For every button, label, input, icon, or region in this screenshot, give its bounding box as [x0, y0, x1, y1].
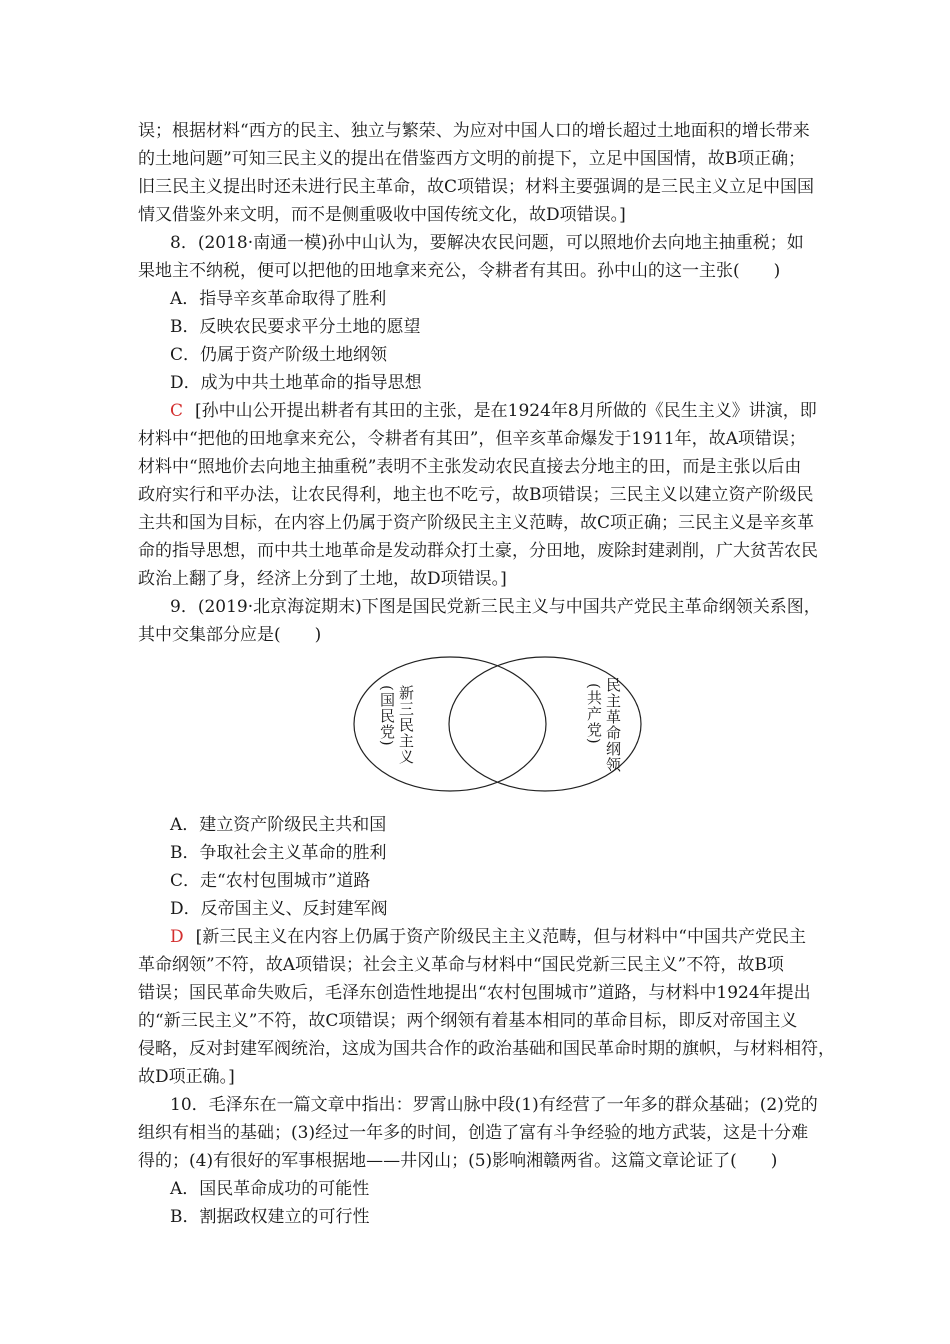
question-10	[138, 1091, 818, 1231]
answer-line: 政治上翻了身，经济上分到了土地，故D项错误。]	[138, 569, 507, 589]
option-d: D．反帝国主义、反封建军阀	[170, 899, 388, 919]
option-b: B．割据政权建立的可行性	[170, 1207, 370, 1227]
right-label-sub: (共产党)	[585, 683, 603, 745]
question-stem-line: 组织有相当的基础；(3)经过一年多的时间，创造了富有斗争经验的地方武装，这是十分难	[138, 1123, 809, 1143]
question-9	[138, 593, 835, 1091]
answer-line: 政府实行和平办法，让农民得利，地主也不吃亏，故B项错误；三民主义以建立资产阶级民	[138, 485, 814, 505]
right-label-main: 民主革命纲领	[604, 677, 622, 773]
text-line: 误；根据材料“西方的民主、独立与繁荣、为应对中国人口的增长超过土地面积的增长带来	[138, 121, 810, 141]
option-a: A．国民革命成功的可能性	[170, 1179, 370, 1199]
text-line: 情又借鉴外来文明，而不是侧重吸收中国传统文化，故D项错误。]	[138, 205, 626, 225]
document-page	[138, 117, 835, 1231]
answer-line: 的“新三民主义”不符，故C项错误；两个纲领有着基本相同的革命目标，即反对帝国主义	[138, 1011, 798, 1031]
question-stem-line: 8．(2018·南通一模)孙中山认为，要解决农民问题，可以照地价去向地主抽重税；如	[170, 233, 804, 253]
answer-line: 命的指导思想，而中共土地革命是发动群众打土豪，分田地，废除封建剥削，广大贫苦农民	[138, 541, 818, 561]
option-a: A．建立资产阶级民主共和国	[170, 815, 387, 835]
question-stem-line: 9．(2019·北京海淀期末)下图是国民党新三民主义与中国共产党民主革命纲领关系图，	[170, 597, 821, 617]
option-b: B．反映农民要求平分土地的愿望	[170, 317, 421, 337]
venn-diagram	[138, 655, 818, 805]
question-stem-line: 果地主不纳税，便可以把他的田地拿来充公，令耕者有其田。孙中山的这一主张( )	[138, 261, 781, 281]
text-line: 旧三民主义提出时还未进行民主革命，故C项错误；材料主要强调的是三民主义立足中国国	[138, 177, 815, 197]
option-b: B．争取社会主义革命的胜利	[170, 843, 387, 863]
answer-letter: C	[170, 401, 184, 421]
option-a: A．指导辛亥革命取得了胜利	[170, 289, 387, 309]
answer-line: 主共和国为目标，在内容上仍属于资产阶级民主主义范畴，故C项正确；三民主义是辛亥革	[138, 513, 815, 533]
answer-line: 错误；国民革命失败后，毛泽东创造性地提出“农村包围城市”道路，与材料中1924年提出	[138, 983, 811, 1003]
question-8	[138, 229, 818, 593]
left-label-main: 新三民主义	[397, 685, 415, 765]
answer-first-line	[138, 923, 818, 951]
option-c: C．走“农村包围城市”道路	[170, 871, 371, 891]
answer-line: 材料中“照地价去向地主抽重税”表明不主张发动农民直接去分地主的田，而是主张以后由	[138, 457, 802, 477]
question-stem-line: 10．毛泽东在一篇文章中指出：罗霄山脉中段(1)有经营了一年多的群众基础；(2)党的	[170, 1095, 818, 1115]
option-d: D．成为中共土地革命的指导思想	[170, 373, 422, 393]
question-stem-line: 其中交集部分应是( )	[138, 625, 322, 645]
answer-letter: D	[170, 927, 184, 947]
question-stem-line: 得的；(4)有很好的军事根据地——井冈山；(5)影响湘赣两省。这篇文章论证了( )	[138, 1151, 778, 1171]
left-label-sub: (国民党)	[378, 685, 396, 747]
answer-line: 革命纲领”不符，故A项错误；社会主义革命与材料中“国民党新三民主义”不符，故B项	[138, 955, 784, 975]
answer-text: [新三民主义在内容上仍属于资产阶级民主主义范畴，但与材料中“中国共产党民主	[195, 927, 806, 947]
answer-text: [孙中山公开提出耕者有其田的主张，是在1924年8月所做的《民生主义》讲演，即	[195, 401, 817, 421]
previous-answer-continuation	[138, 117, 818, 229]
option-c: C．仍属于资产阶级土地纲领	[170, 345, 388, 365]
answer-line: 故D项正确。]	[138, 1067, 235, 1087]
text-line: 的土地问题”可知三民主义的提出在借鉴西方文明的前提下，立足中国国情，故B项正确；	[138, 149, 806, 169]
answer-line: 侵略，反对封建军阀统治，这成为国共合作的政治基础和国民革命时期的旗帜，与材料相符，	[138, 1039, 835, 1059]
answer-line: 材料中“把他的田地拿来充公，令耕者有其田”，但辛亥革命爆发于1911年，故A项错误；	[138, 429, 806, 449]
answer-first-line	[138, 397, 818, 425]
